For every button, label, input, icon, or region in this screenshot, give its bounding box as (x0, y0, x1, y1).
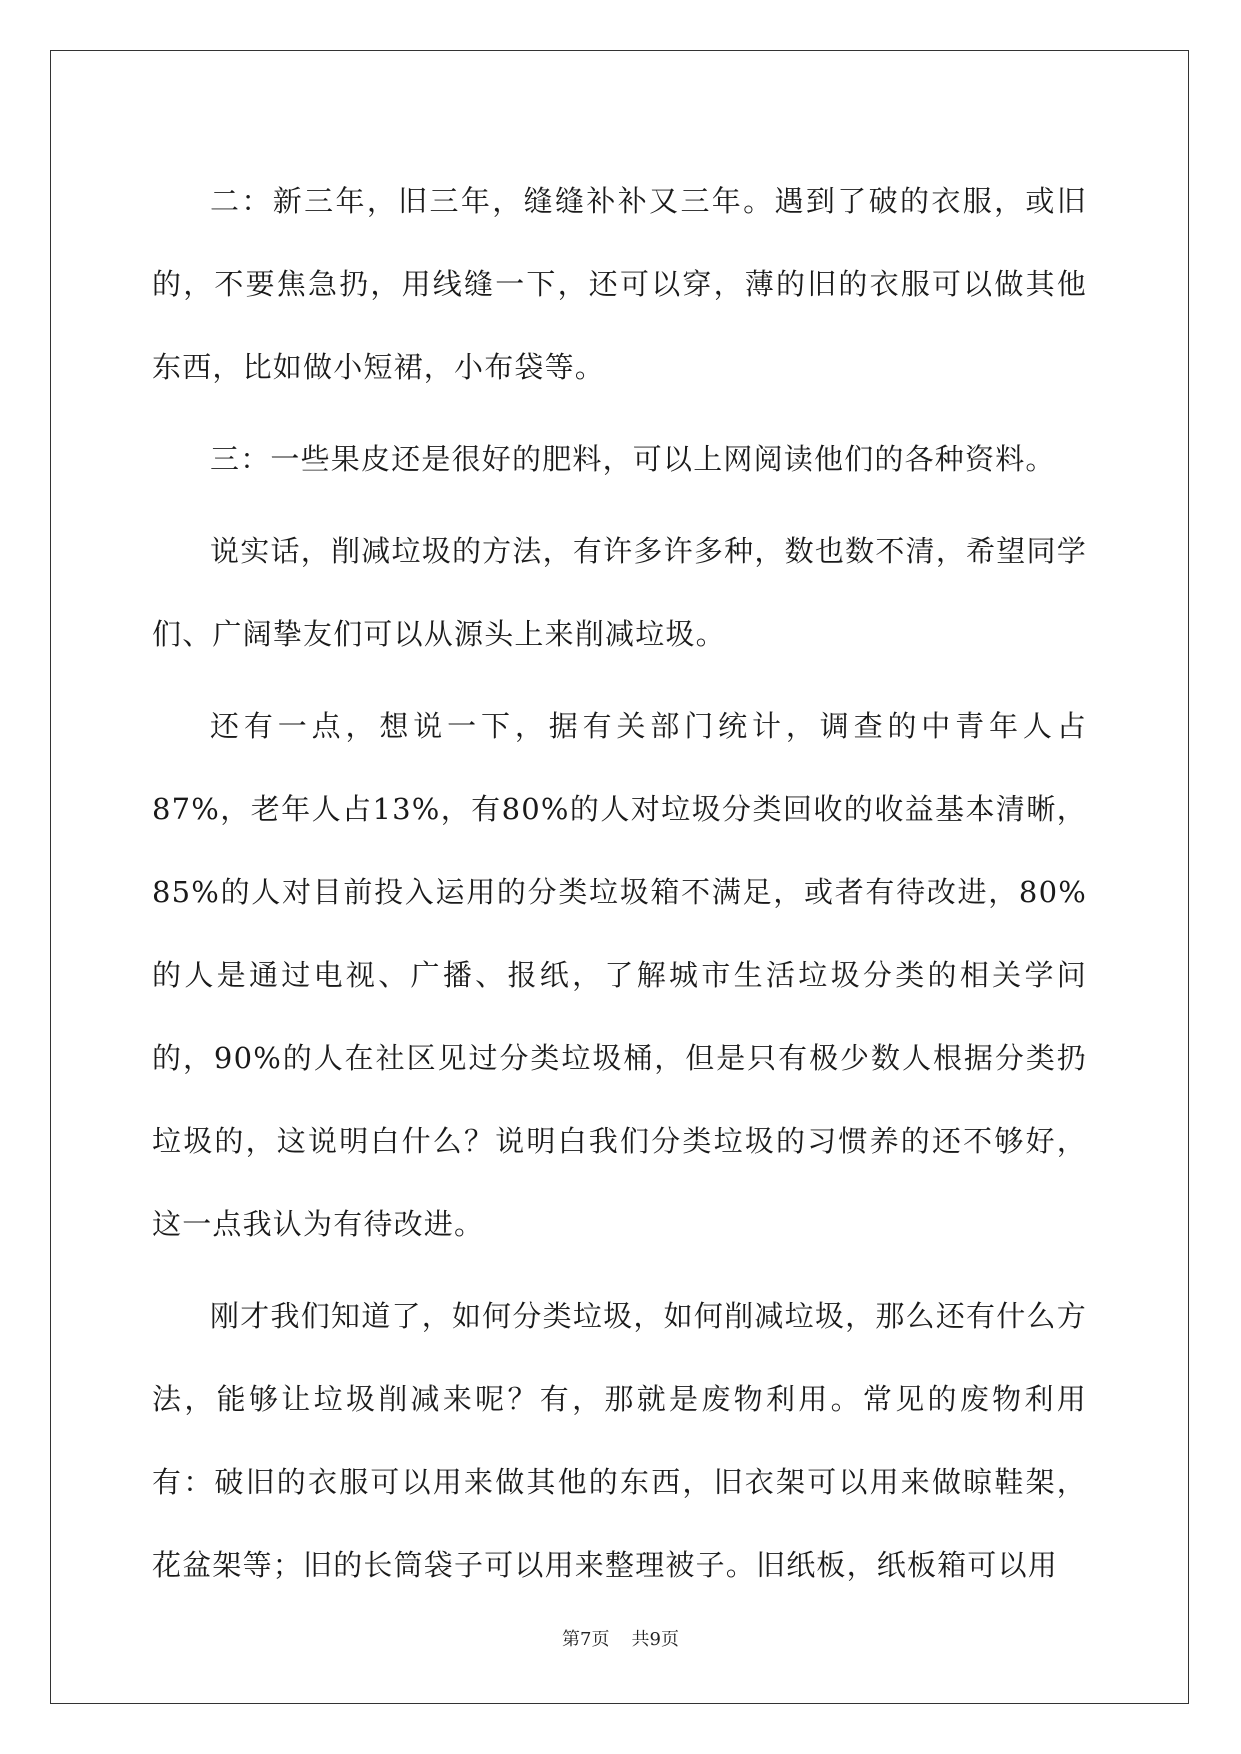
page-footer (0, 1628, 1241, 1652)
paragraph-3: 说实话，削减垃圾的方法，有许多许多种，数也数不清，希望同学们、广阔挚友们可以从源头上来削减垃圾。 (152, 534, 1087, 651)
paragraph-1: 二：新三年，旧三年，缝缝补补又三年。遇到了破的衣服，或旧的，不要焦急扔，用线缝一下，还可以穿，薄的旧的衣服可以做其他东西，比如做小短裙，小布袋等。 (152, 184, 1087, 384)
document-body (152, 160, 1087, 1616)
paragraph-4: 还有一点，想说一下，据有关部门统计，调查的中青年人占87%，老年人占13%，有80%的人对垃圾分类回收的收益基本清晰，85%的人对目前投入运用的分类垃圾箱不满足，或者有待改进，80%的人是通过电视、广播、报纸，了解城市生活垃圾分类的相关学问的，90%的人在社区见过分类垃圾桶，但是只有极少数人根据分类扔垃圾的，这说明白什么？说明白我们分类垃圾的习惯养的还不够好，这一点我认为有待改进。 (152, 709, 1087, 1241)
page-total: 共9页 (631, 1629, 679, 1650)
page-number: 第7页 (562, 1629, 610, 1650)
paragraph-5: 刚才我们知道了，如何分类垃圾，如何削减垃圾，那么还有什么方法，能够让垃圾削减来呢？有，那就是废物利用。常见的废物利用有：破旧的衣服可以用来做其他的东西，旧衣架可以用来做晾鞋架，花盆架等；旧的长筒袋子可以用来整理被子。旧纸板，纸板箱可以用 (152, 1299, 1087, 1582)
paragraph-2: 三：一些果皮还是很好的肥料，可以上网阅读他们的各种资料。 (210, 442, 1056, 476)
